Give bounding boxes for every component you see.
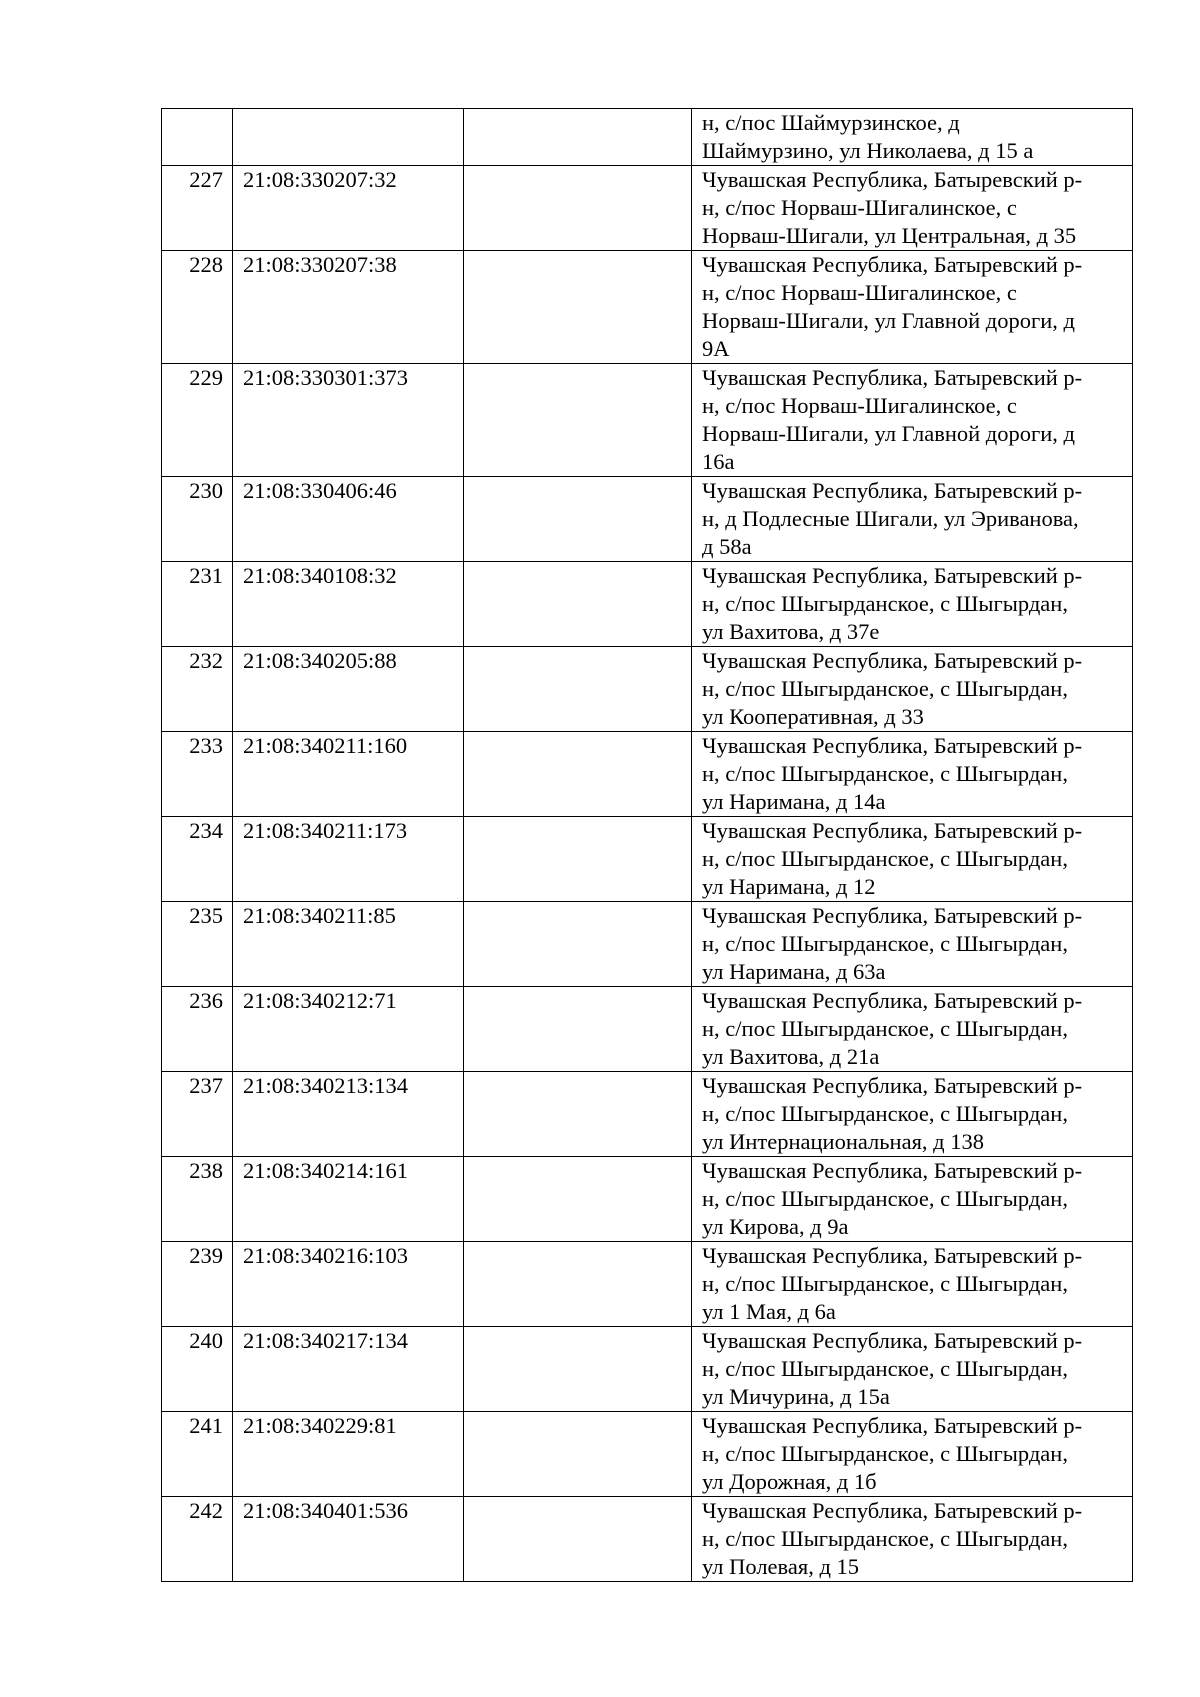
address-cell — [692, 166, 1133, 251]
row-number-cell: 239 — [162, 1242, 233, 1327]
table-row — [162, 166, 1133, 251]
address-cell — [692, 1072, 1133, 1157]
address-line: н, д Подлесные Шигали, ул Эриванова, — [702, 506, 1079, 531]
table-row — [162, 987, 1133, 1072]
address-line: Чувашская Республика, Батыревский р- — [702, 365, 1083, 390]
address-cell — [692, 109, 1133, 166]
address-line: н, с/пос Шыгырданское, с Шыгырдан, — [702, 1016, 1068, 1041]
cadastral-number-cell: 21:08:340205:88 — [233, 647, 464, 732]
row-number-cell: 242 — [162, 1497, 233, 1582]
row-number-cell: 227 — [162, 166, 233, 251]
address-line: Чувашская Республика, Батыревский р- — [702, 1413, 1083, 1438]
address-cell — [692, 364, 1133, 477]
address-line: ул Наримана, д 14а — [702, 789, 886, 814]
empty-cell — [464, 1072, 692, 1157]
address-line: ул Мичурина, д 15а — [702, 1384, 890, 1409]
row-number-cell — [162, 109, 233, 166]
address-line: д 58а — [702, 534, 752, 559]
address-cell — [692, 1412, 1133, 1497]
empty-cell — [464, 1157, 692, 1242]
address-line: н, с/пос Норваш-Шигалинское, с — [702, 393, 1017, 418]
address-line: н, с/пос Шыгырданское, с Шыгырдан, — [702, 1441, 1068, 1466]
empty-cell — [464, 562, 692, 647]
address-line: н, с/пос Шыгырданское, с Шыгырдан, — [702, 1101, 1068, 1126]
address-cell — [692, 1242, 1133, 1327]
cadastral-number-cell: 21:08:330207:38 — [233, 251, 464, 364]
address-cell — [692, 817, 1133, 902]
address-cell — [692, 647, 1133, 732]
cadastral-number-cell: 21:08:340216:103 — [233, 1242, 464, 1327]
row-number-cell: 229 — [162, 364, 233, 477]
address-line: ул Вахитова, д 21а — [702, 1044, 880, 1069]
table-row — [162, 817, 1133, 902]
address-line: Шаймурзино, ул Николаева, д 15 а — [702, 138, 1034, 163]
cadastral-number-cell: 21:08:330406:46 — [233, 477, 464, 562]
empty-cell — [464, 902, 692, 987]
address-line: ул Полевая, д 15 — [702, 1554, 860, 1579]
table-row — [162, 477, 1133, 562]
empty-cell — [464, 251, 692, 364]
row-number-cell: 238 — [162, 1157, 233, 1242]
address-cell — [692, 251, 1133, 364]
table-row — [162, 109, 1133, 166]
address-line: ул Наримана, д 12 — [702, 874, 876, 899]
address-line: Чувашская Республика, Батыревский р- — [702, 648, 1083, 673]
cadastral-number-cell: 21:08:340229:81 — [233, 1412, 464, 1497]
cadastral-number-cell: 21:08:340211:85 — [233, 902, 464, 987]
row-number-cell: 240 — [162, 1327, 233, 1412]
address-line: н, с/пос Шаймурзинское, д — [702, 110, 960, 135]
empty-cell — [464, 987, 692, 1072]
table-row — [162, 1412, 1133, 1497]
address-line: Чувашская Республика, Батыревский р- — [702, 818, 1083, 843]
cadastral-number-cell: 21:08:340213:134 — [233, 1072, 464, 1157]
cadastral-number-cell: 21:08:340211:160 — [233, 732, 464, 817]
row-number-cell: 234 — [162, 817, 233, 902]
address-line: 16а — [702, 449, 735, 474]
address-cell — [692, 1497, 1133, 1582]
cadastral-number-cell — [233, 109, 464, 166]
address-cell — [692, 1157, 1133, 1242]
row-number-cell: 237 — [162, 1072, 233, 1157]
cadastral-number-cell: 21:08:340108:32 — [233, 562, 464, 647]
address-line: ул Наримана, д 63а — [702, 959, 886, 984]
address-line: Норваш-Шигали, ул Главной дороги, д — [702, 308, 1075, 333]
address-line: Норваш-Шигали, ул Главной дороги, д — [702, 421, 1075, 446]
address-cell — [692, 732, 1133, 817]
row-number-cell: 233 — [162, 732, 233, 817]
address-line: Чувашская Республика, Батыревский р- — [702, 1158, 1083, 1183]
address-line: н, с/пос Норваш-Шигалинское, с — [702, 280, 1017, 305]
address-cell — [692, 902, 1133, 987]
address-line: ул Кирова, д 9а — [702, 1214, 849, 1239]
address-cell — [692, 562, 1133, 647]
address-line: н, с/пос Шыгырданское, с Шыгырдан, — [702, 676, 1068, 701]
cadastral-number-cell: 21:08:340211:173 — [233, 817, 464, 902]
address-line: Чувашская Республика, Батыревский р- — [702, 1073, 1083, 1098]
table-row — [162, 732, 1133, 817]
empty-cell — [464, 817, 692, 902]
cadastral-number-cell: 21:08:340401:536 — [233, 1497, 464, 1582]
address-line: ул Кооперативная, д 33 — [702, 704, 924, 729]
empty-cell — [464, 166, 692, 251]
cadastral-number-cell: 21:08:330301:373 — [233, 364, 464, 477]
address-line: н, с/пос Шыгырданское, с Шыгырдан, — [702, 931, 1068, 956]
row-number-cell: 231 — [162, 562, 233, 647]
empty-cell — [464, 732, 692, 817]
table-row — [162, 1497, 1133, 1582]
address-line: н, с/пос Шыгырданское, с Шыгырдан, — [702, 1356, 1068, 1381]
table-row — [162, 251, 1133, 364]
address-line: Чувашская Республика, Батыревский р- — [702, 478, 1083, 503]
cadastral-number-cell: 21:08:340212:71 — [233, 987, 464, 1072]
address-cell — [692, 1327, 1133, 1412]
address-line: Чувашская Республика, Батыревский р- — [702, 988, 1083, 1013]
address-line: Чувашская Республика, Батыревский р- — [702, 903, 1083, 928]
empty-cell — [464, 1497, 692, 1582]
address-line: н, с/пос Шыгырданское, с Шыгырдан, — [702, 1271, 1068, 1296]
address-line: Чувашская Республика, Батыревский р- — [702, 733, 1083, 758]
address-line: Чувашская Республика, Батыревский р- — [702, 252, 1083, 277]
table-row — [162, 902, 1133, 987]
table-row — [162, 1327, 1133, 1412]
address-cell — [692, 477, 1133, 562]
row-number-cell: 228 — [162, 251, 233, 364]
row-number-cell: 235 — [162, 902, 233, 987]
table-row — [162, 364, 1133, 477]
table-row — [162, 1072, 1133, 1157]
address-line: ул Дорожная, д 1б — [702, 1469, 877, 1494]
address-line: н, с/пос Шыгырданское, с Шыгырдан, — [702, 1186, 1068, 1211]
property-table — [161, 108, 1133, 1582]
cadastral-number-cell: 21:08:340214:161 — [233, 1157, 464, 1242]
empty-cell — [464, 109, 692, 166]
address-line: н, с/пос Шыгырданское, с Шыгырдан, — [702, 761, 1068, 786]
empty-cell — [464, 1412, 692, 1497]
address-line: ул Вахитова, д 37е — [702, 619, 880, 644]
row-number-cell: 232 — [162, 647, 233, 732]
address-line: н, с/пос Шыгырданское, с Шыгырдан, — [702, 1526, 1068, 1551]
address-line: Чувашская Республика, Батыревский р- — [702, 1328, 1083, 1353]
table-row — [162, 647, 1133, 732]
address-line: Норваш-Шигали, ул Центральная, д 35 — [702, 223, 1077, 248]
empty-cell — [464, 1242, 692, 1327]
address-cell — [692, 987, 1133, 1072]
cadastral-number-cell: 21:08:340217:134 — [233, 1327, 464, 1412]
row-number-cell: 230 — [162, 477, 233, 562]
empty-cell — [464, 364, 692, 477]
table-row — [162, 562, 1133, 647]
address-line: Чувашская Республика, Батыревский р- — [702, 167, 1083, 192]
cadastral-number-cell: 21:08:330207:32 — [233, 166, 464, 251]
row-number-cell: 236 — [162, 987, 233, 1072]
row-number-cell: 241 — [162, 1412, 233, 1497]
address-line: ул Интернациональная, д 138 — [702, 1129, 984, 1154]
address-line: н, с/пос Норваш-Шигалинское, с — [702, 195, 1017, 220]
address-line: Чувашская Республика, Батыревский р- — [702, 1498, 1083, 1523]
table-row — [162, 1242, 1133, 1327]
address-line: н, с/пос Шыгырданское, с Шыгырдан, — [702, 846, 1068, 871]
table-row — [162, 1157, 1133, 1242]
address-line: н, с/пос Шыгырданское, с Шыгырдан, — [702, 591, 1068, 616]
empty-cell — [464, 1327, 692, 1412]
address-line: 9А — [702, 336, 730, 361]
address-line: Чувашская Республика, Батыревский р- — [702, 1243, 1083, 1268]
empty-cell — [464, 647, 692, 732]
empty-cell — [464, 477, 692, 562]
address-line: Чувашская Республика, Батыревский р- — [702, 563, 1083, 588]
address-line: ул 1 Мая, д 6а — [702, 1299, 836, 1324]
